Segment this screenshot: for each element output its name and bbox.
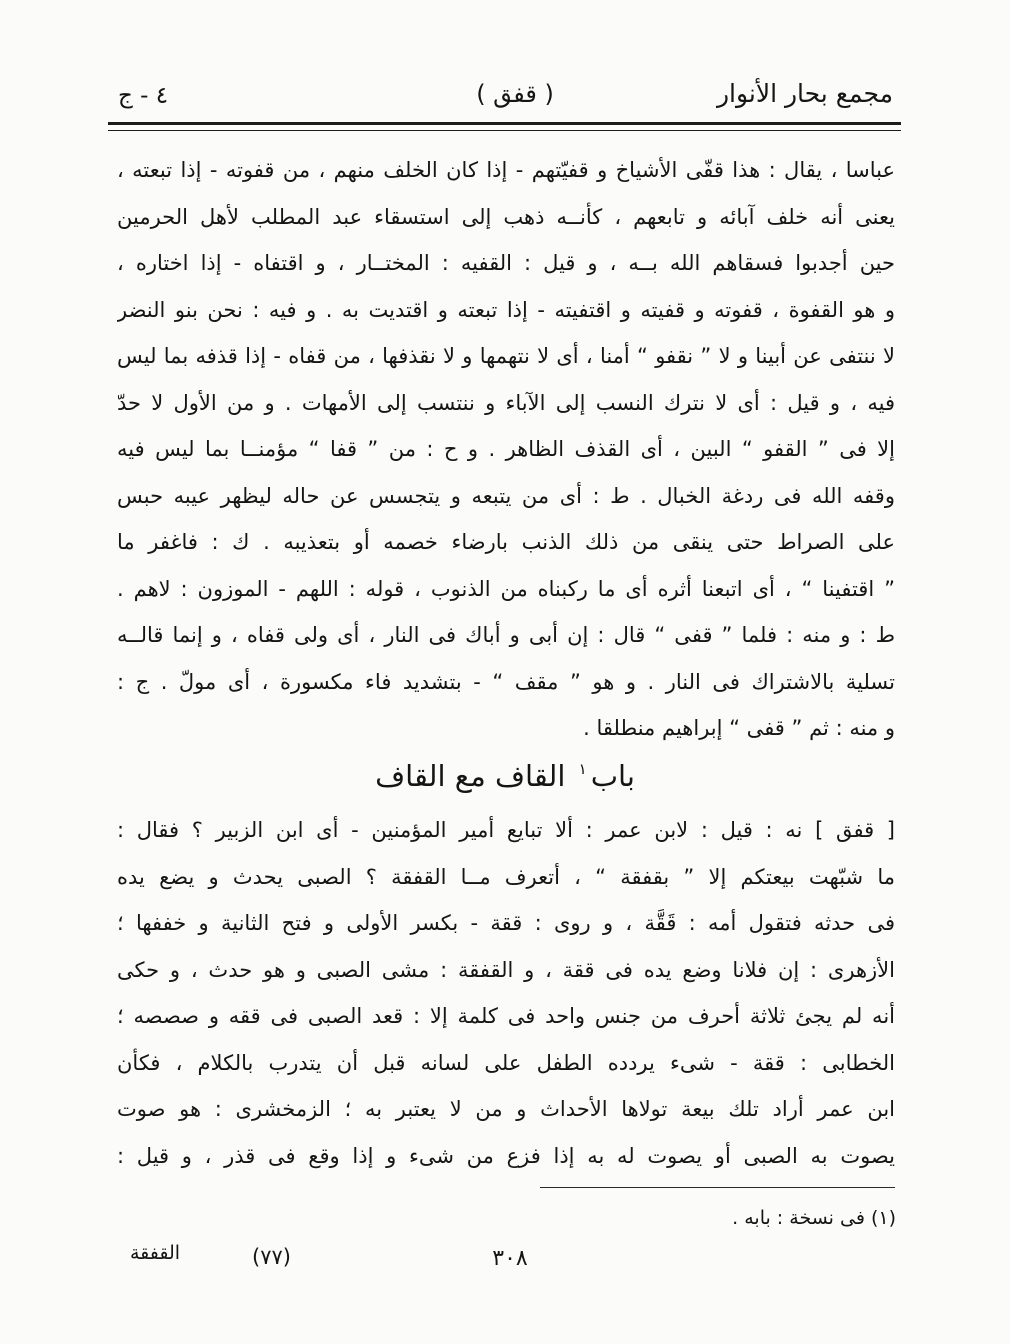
text-line: يصوت به الصبى أو يصوت له به إذا فزع من شىء و إذا وقع فى قذر ، و قيل : bbox=[117, 1143, 895, 1168]
text-line: ما شبّهت بيعتكم إلا ” بقفقة “ ، أتعرف مــا القفقة ؟ الصبى يحدث و يضع يده bbox=[117, 864, 895, 889]
footnote-separator bbox=[540, 1187, 895, 1188]
catchword: القفقة bbox=[130, 1242, 181, 1264]
text-line: أنه لم يجئ ثلاثة أحرف من جنس واحد فى كلمة إلا : قعد الصبى فى ققه و صصصه ؛ bbox=[117, 1004, 895, 1028]
text-line: [ قفق ] نه : قيل : لابن عمر : ألا تبايع أمير المؤمنين - أى ابن الزبير ؟ فقال : bbox=[117, 818, 895, 842]
header-rule-thin bbox=[108, 130, 901, 131]
footnote-marker: ١ bbox=[578, 760, 587, 778]
text-line: و هو القفوة ، قفوته و قفيته و اقتفيته - إذا تبعته و اقتديت به . و فيه : نحن بنو النضر bbox=[117, 297, 895, 322]
running-head-volume: ج - ٤ bbox=[118, 83, 169, 109]
section-heading-title: القاف مع القاف bbox=[375, 759, 566, 793]
section-heading-word: باب bbox=[590, 759, 635, 793]
text-line: و منه : ثم ” قفى “ إبراهيم منطلقا . bbox=[583, 716, 895, 740]
text-line: عباسا ، يقال : هذا قفّى الأشياخ و قفيّتهم - إذا كان الخلف منهم ، من قفوته - إذا تبعته ، bbox=[117, 158, 895, 182]
text-line: ” اقتفينا “ ، أى اتبعنا أثره أى ما ركبناه من الذنوب ، قوله : اللهم - الموزون : لاهم . bbox=[117, 576, 895, 601]
running-head-entry-word: ( قفق ) bbox=[476, 80, 554, 108]
text-line: على الصراط حتى ينقى من ذلك الذنب بارضاء خصمه أو بتعذيبه . ك : فاغفر ما bbox=[117, 530, 895, 554]
text-block-part1 bbox=[117, 147, 895, 752]
text-block-part2 bbox=[117, 807, 895, 1179]
text-line: ط : و منه : فلما ” قفى “ قال : إن أبى و أباك فى النار ، أى ولى قفاه ، و إنما قالــه bbox=[117, 623, 895, 647]
signature-mark: (٧٧) bbox=[252, 1245, 291, 1269]
section-heading bbox=[0, 752, 1010, 800]
text-line: فى حدثه فتقول أمه : قَقَّة ، و روى : ققة - بكسر الأولى و فتح الثانية و خففها ؛ bbox=[117, 911, 895, 935]
text-line: يعنى أنه خلف آبائه و تابعهم ، كأنــه ذهب إلى استسقاء عبد المطلب لأهل الحرمين bbox=[117, 204, 895, 229]
page-number: ٣٠٨ bbox=[492, 1246, 528, 1271]
footnote: (١) فى نسخة : بابه . bbox=[732, 1207, 896, 1229]
text-line: حين أجدبوا فسقاهم الله بــه ، و قيل : القفيه : المختــار ، و اقتفاه - إذا اختاره ، bbox=[117, 251, 895, 275]
text-line: فيه ، و قيل : أى لا نترك النسب إلى الآباء و ننتسب إلى الأمهات . و من الأول لا حدّ bbox=[117, 390, 895, 415]
text-line: تسلية بالاشتراك فى النار . و هو ” مقف “ - بتشديد فاء مكسورة ، أى مولّ . ج : bbox=[117, 669, 895, 694]
running-head-book-title: مجمع بحار الأنوار bbox=[716, 79, 893, 108]
text-line: لا ننتفى عن أبينا و لا ” نقفو “ أمنا ، أى لا نتهمها و لا نقذفها ، من قفاه - إذا قذفه بما ليس bbox=[117, 344, 895, 368]
text-line: وقفه الله فى ردغة الخبال . ط : أى من يتبعه و يتجسس عن حاله ليظهر عيبه حبس bbox=[117, 483, 895, 508]
text-line: إلا فى ” القفو “ البين ، أى القذف الظاهر . و ح : من ” قفا “ مؤمنــا بما ليس فيه bbox=[117, 437, 895, 461]
text-line: الخطابى : ققة - شىء يردده الطفل على لسانه قبل أن يتدرب بالكلام ، فكأن bbox=[117, 1050, 895, 1075]
text-line: ابن عمر أراد تلك بيعة تولاها الأحداث و من لا يعتبر به ؛ الزمخشرى : هو صوت bbox=[117, 1097, 895, 1121]
text-line: الأزهرى : إن فلانا وضع يده فى ققة ، و القفقة : مشى الصبى و هو حدث ، و حكى bbox=[117, 957, 895, 982]
header-rule-thick bbox=[108, 122, 901, 125]
